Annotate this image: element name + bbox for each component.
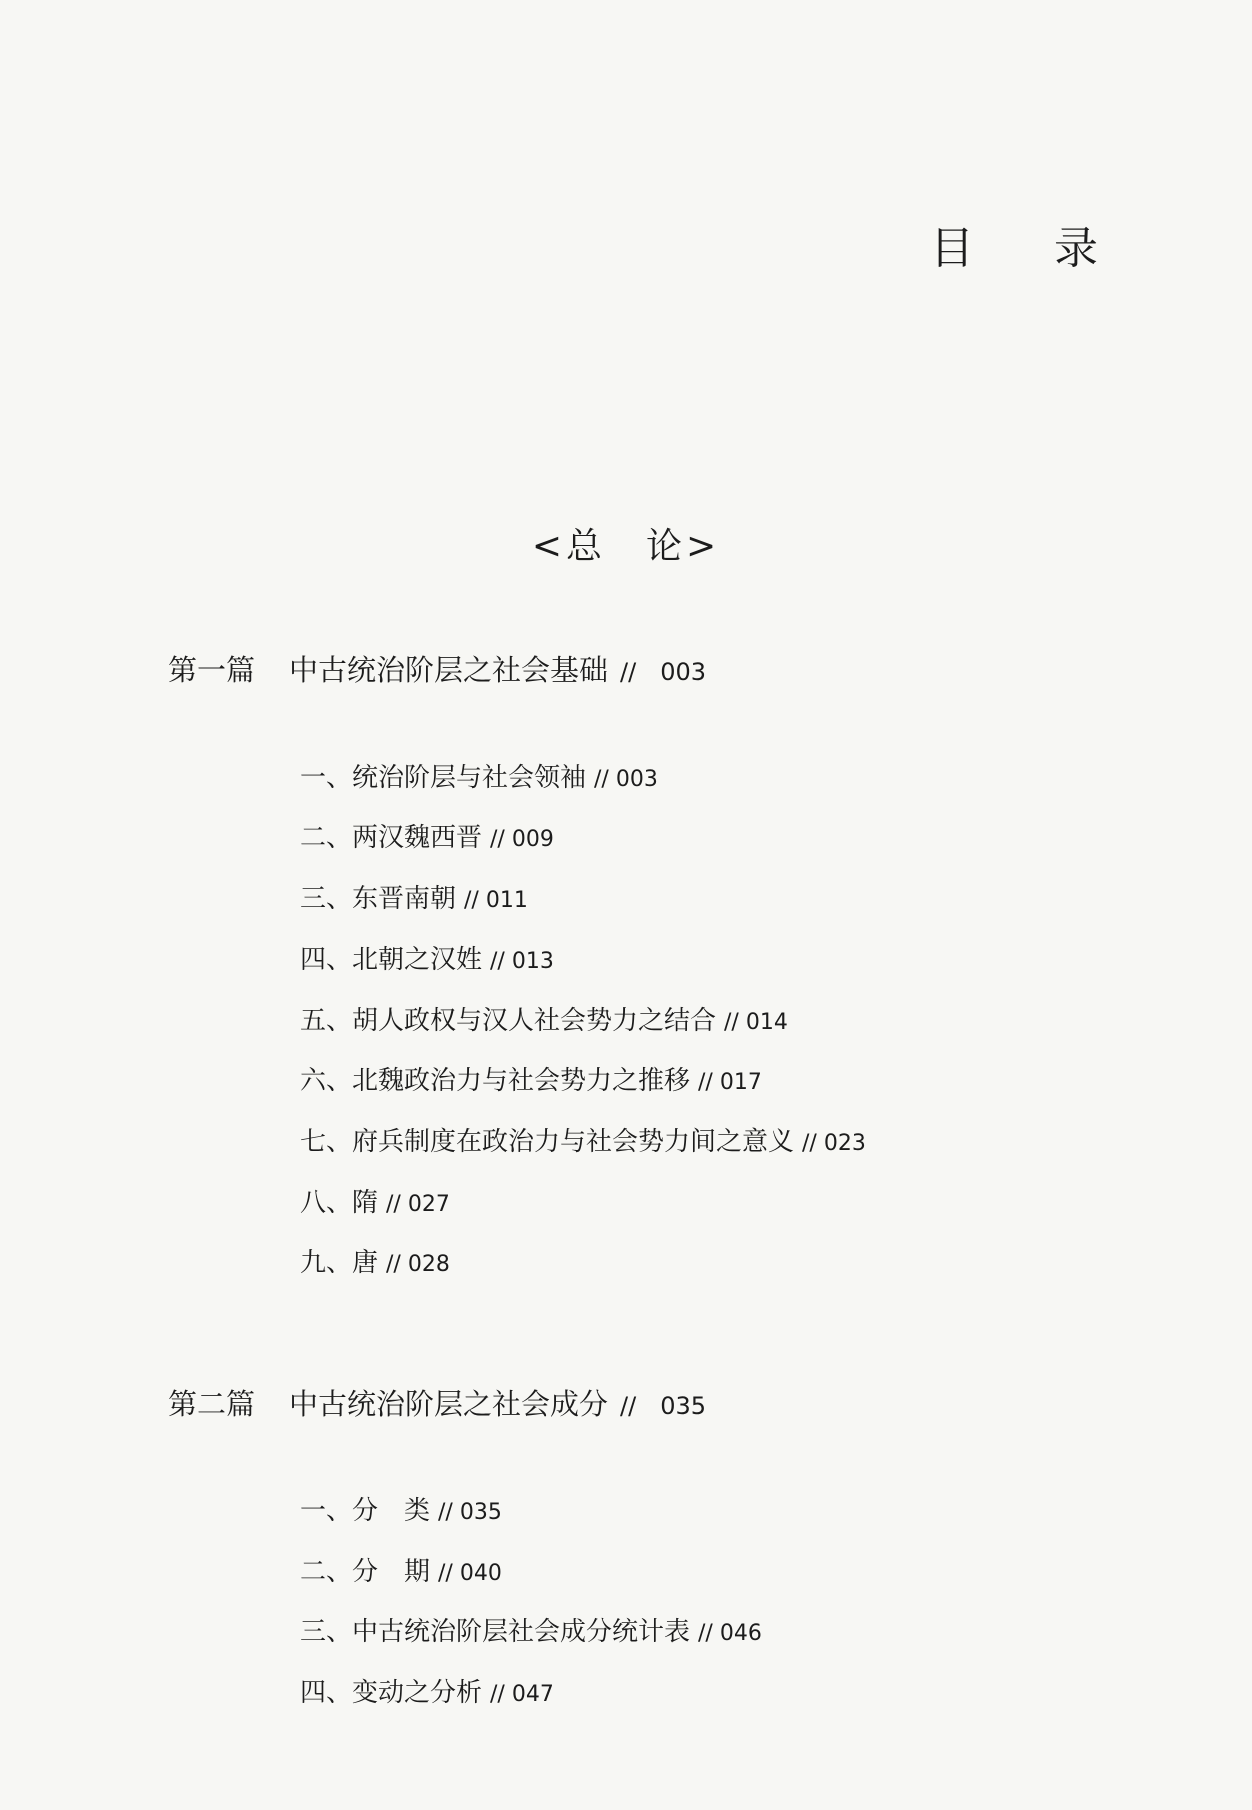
item-text: 九、唐 [300,1248,379,1278]
toc-item[interactable] [300,1182,450,1219]
toc-item[interactable] [300,1551,502,1588]
part-label: 第一篇 [168,653,256,687]
item-text: 二、分 期 [300,1557,431,1587]
item-text: 三、东晋南朝 [300,884,457,914]
toc-item[interactable] [300,1000,788,1037]
toc-item[interactable] [300,1672,554,1709]
toc-item[interactable] [300,878,528,915]
item-page: // 009 [490,827,554,852]
part-page: // 003 [620,658,707,686]
item-page: // 028 [386,1252,450,1277]
item-page: // 046 [698,1621,762,1646]
item-page: // 003 [594,767,658,792]
item-page: // 027 [386,1192,450,1217]
bleed-through-text [180,232,212,267]
item-text: 二、两汉魏西晋 [300,823,483,853]
toc-item[interactable] [300,1490,502,1527]
part-name: 中古统治阶层之社会基础 [289,653,609,687]
item-text: 一、统治阶层与社会领袖 [300,763,587,793]
item-text: 三、中古统治阶层社会成分统计表 [300,1617,691,1647]
item-text: 四、北朝之汉姓 [300,945,483,975]
item-text: 八、隋 [300,1188,379,1218]
item-text: 五、胡人政权与汉人社会势力之结合 [300,1006,717,1036]
item-text: 一、分 类 [300,1496,431,1526]
item-page: // 047 [490,1682,554,1707]
item-page: // 023 [802,1131,866,1156]
toc-item[interactable] [300,1121,866,1158]
item-page: // 017 [698,1070,762,1095]
item-text: 六、北魏政治力与社会势力之推移 [300,1066,691,1096]
toc-item[interactable] [300,1242,450,1279]
part-heading-2[interactable] [168,1382,706,1423]
part-page: // 035 [620,1392,707,1420]
item-page: // 035 [438,1500,502,1525]
item-page: // 040 [438,1561,502,1586]
toc-item[interactable] [300,939,554,976]
item-page: // 014 [724,1010,788,1035]
item-page: // 011 [464,888,528,913]
part-label: 第二篇 [168,1387,256,1421]
item-text: 四、变动之分析 [300,1678,483,1708]
page-title: 目 录 [930,223,1116,274]
part-heading-1[interactable] [168,648,706,689]
part-name: 中古统治阶层之社会成分 [289,1387,609,1421]
toc-item[interactable] [300,817,554,854]
section-heading: <总 论> [531,526,721,567]
item-page: // 013 [490,949,554,974]
toc-item[interactable] [300,757,658,794]
toc-item[interactable] [300,1611,762,1648]
item-text: 七、府兵制度在政治力与社会势力间之意义 [300,1127,795,1157]
toc-item[interactable] [300,1060,762,1097]
